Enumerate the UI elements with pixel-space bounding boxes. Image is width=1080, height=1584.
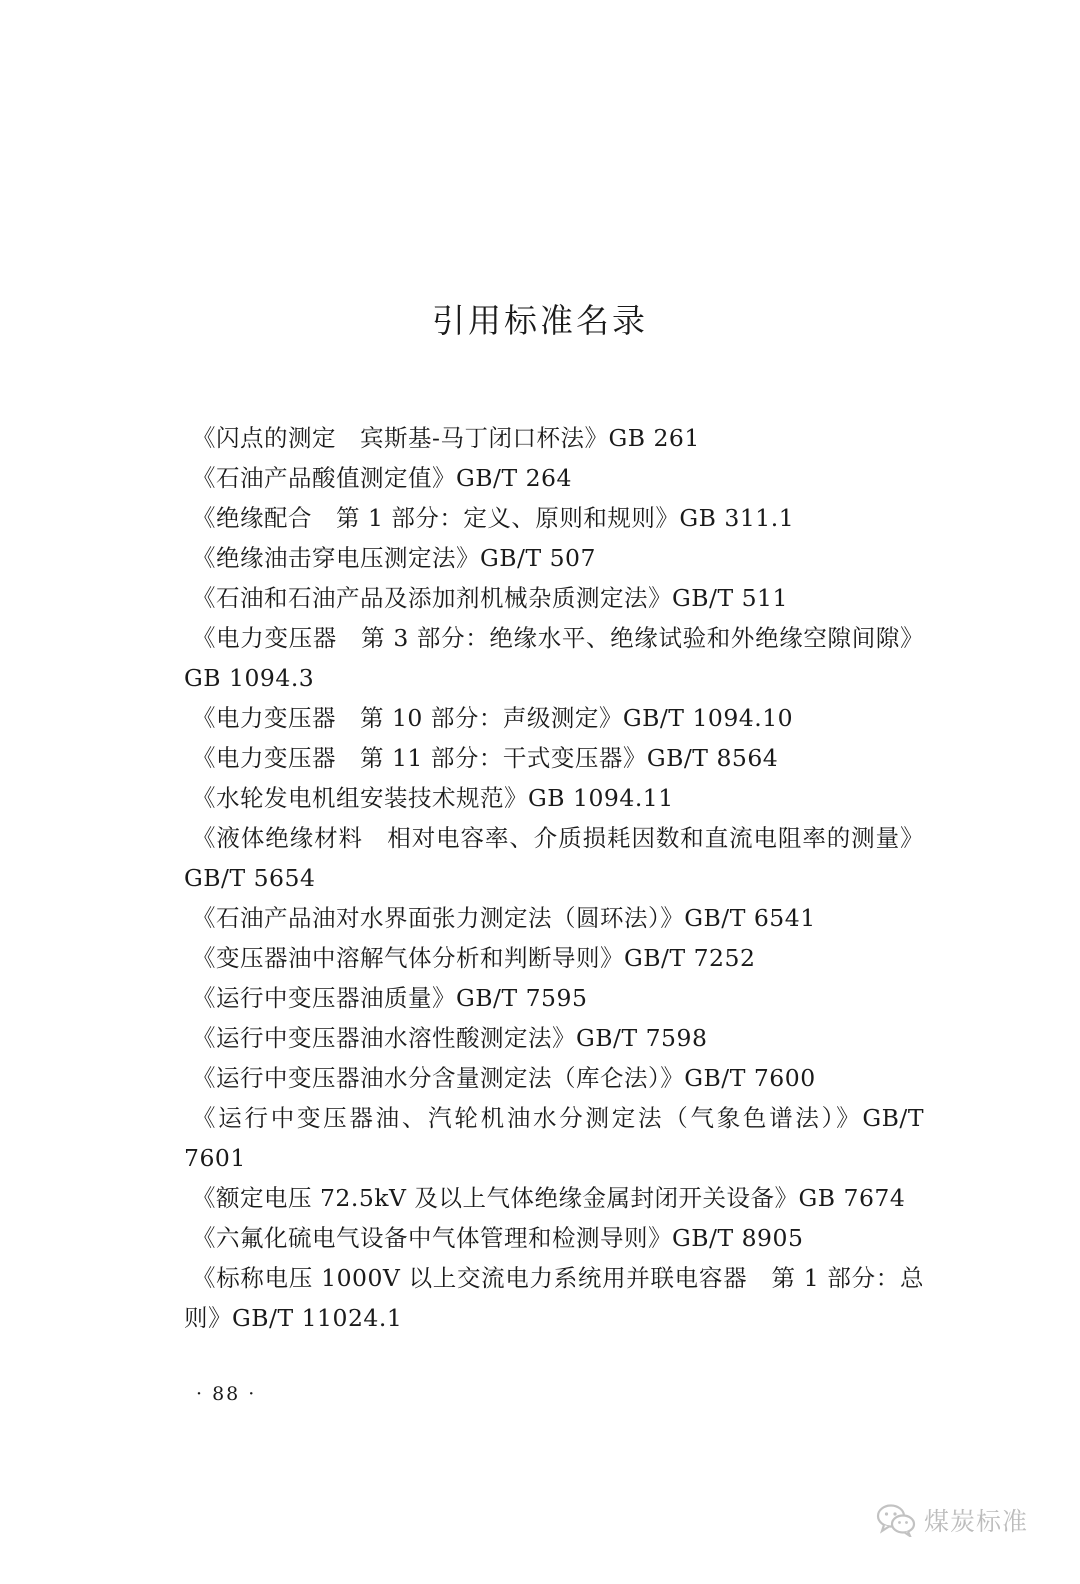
list-item: 《六氟化硫电气设备中气体管理和检测导则》GB/T 8905 (192, 1224, 804, 1252)
list-item: 《液体绝缘材料 相对电容率、介质损耗因数和直流电阻率的测量》GB/T 5654 (184, 824, 924, 892)
wechat-icon (876, 1503, 916, 1537)
list-item: 《运行中变压器油质量》GB/T 7595 (192, 984, 588, 1012)
list-item: 《运行中变压器油、汽轮机油水分测定法（气象色谱法）》GB/T 7601 (184, 1104, 924, 1172)
page-number: · 88 · (196, 1383, 257, 1405)
list-item: 《变压器油中溶解气体分析和判断导则》GB/T 7252 (192, 944, 756, 972)
list-item: 《运行中变压器油水溶性酸测定法》GB/T 7598 (192, 1024, 708, 1052)
list-item: 《电力变压器 第 3 部分：绝缘水平、绝缘试验和外绝缘空隙间隙》GB 1094.3 (184, 624, 924, 692)
list-item: 《石油产品酸值测定值》GB/T 264 (192, 464, 572, 492)
page-title: 引用标准名录 (432, 301, 648, 340)
watermark-text: 煤炭标准 (924, 1507, 1029, 1536)
list-item: 《水轮发电机组安装技术规范》GB 1094.11 (192, 784, 674, 812)
reference-standards-list (184, 418, 924, 1338)
list-item: 《绝缘配合 第 1 部分：定义、原则和规则》GB 311.1 (192, 504, 795, 532)
list-item: 《石油和石油产品及添加剂机械杂质测定法》GB/T 511 (192, 584, 788, 612)
list-item: 《额定电压 72.5kV 及以上气体绝缘金属封闭开关设备》GB 7674 (192, 1184, 906, 1212)
list-item: 《电力变压器 第 10 部分：声级测定》GB/T 1094.10 (192, 704, 794, 732)
list-item: 《闪点的测定 宾斯基-马丁闭口杯法》GB 261 (192, 424, 700, 452)
watermark (876, 1496, 1028, 1544)
list-item: 《运行中变压器油水分含量测定法（库仑法）》GB/T 7600 (192, 1064, 816, 1092)
list-item: 《标称电压 1000V 以上交流电力系统用并联电容器 第 1 部分：总则》GB/T 11024.1 (184, 1264, 924, 1332)
list-item: 《电力变压器 第 11 部分：干式变压器》GB/T 8564 (192, 744, 779, 772)
list-item: 《绝缘油击穿电压测定法》GB/T 507 (192, 544, 596, 572)
list-item: 《石油产品油对水界面张力测定法（圆环法）》GB/T 6541 (192, 904, 816, 932)
